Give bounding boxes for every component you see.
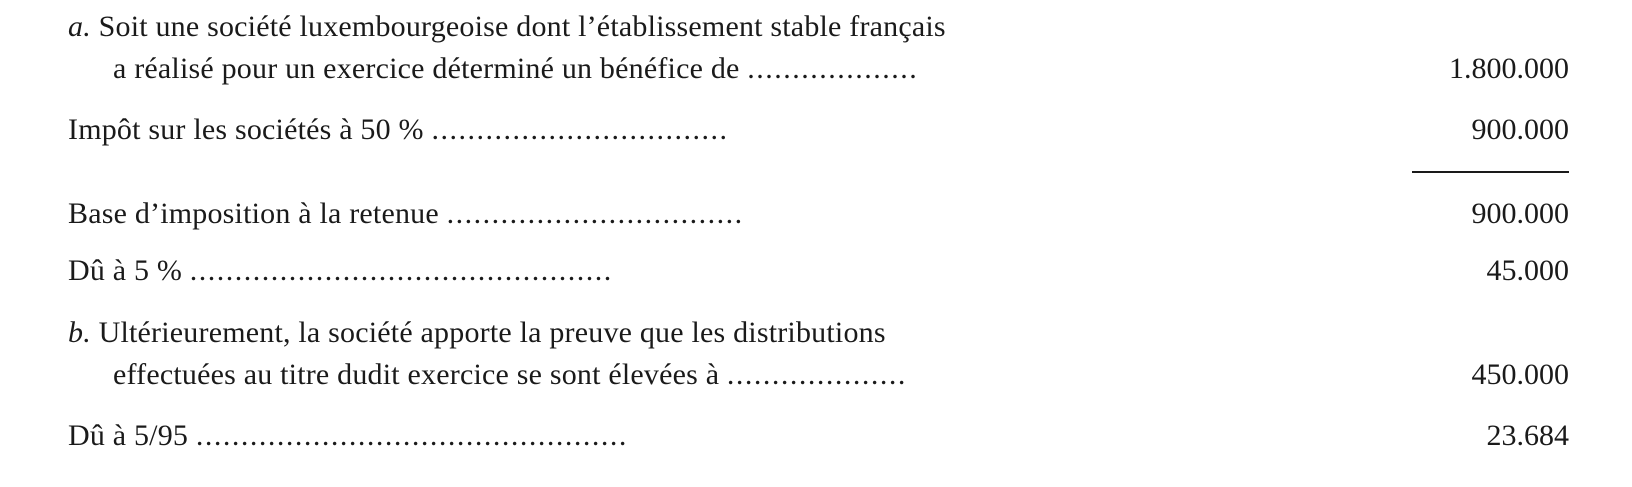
row-b-first-line [68,316,886,350]
row-b-text-line1: Ultérieurement, la société apporte la preuve que les distributions [98,316,886,349]
row-tax-label: Impôt sur les sociétés à 50 % [68,113,424,146]
row-due-5-95-label: Dû à 5/95 [68,419,189,452]
row-a-second-line [113,52,918,86]
row-a-text-line2: a réalisé pour un exercice déterminé un bénéfice de [113,52,740,85]
row-b-amount: 450.000 [1471,358,1569,391]
row-base-leader-dots: ................................. [446,197,744,230]
row-base-amount: 900.000 [1471,197,1569,230]
row-b-text-line2: effectuées au titre dudit exercice se sont élevées à [113,358,720,391]
row-b-second-line [113,358,907,392]
row-tax-amount: 900.000 [1471,113,1569,146]
row-a-amount: 1.800.000 [1449,52,1569,85]
row-due-5-95-amount: 23.684 [1486,419,1569,452]
row-base-label: Base d’imposition à la retenue [68,197,439,230]
row-b-marker: b. [68,316,91,349]
row-due-5-leader-dots: ............................................... [189,254,613,287]
row-due-5-95-line [68,419,628,453]
row-a-text-line1: Soit une société luxembourgeoise dont l’établissement stable français [98,10,946,43]
row-base-line [68,197,744,231]
row-tax-leader-dots: ................................. [431,113,729,146]
row-due-5-amount: 45.000 [1486,254,1569,287]
row-due-5-95-leader-dots: ................................................ [195,419,628,452]
row-b-leader-dots: .................... [726,358,907,391]
row-tax-line [68,113,728,147]
row-due-5-line [68,254,613,288]
row-a-leader-dots: ................... [747,52,919,85]
row-a-first-line [68,10,946,44]
subtotal-rule [1412,171,1569,173]
row-due-5-label: Dû à 5 % [68,254,183,287]
row-a-marker: a. [68,10,91,43]
